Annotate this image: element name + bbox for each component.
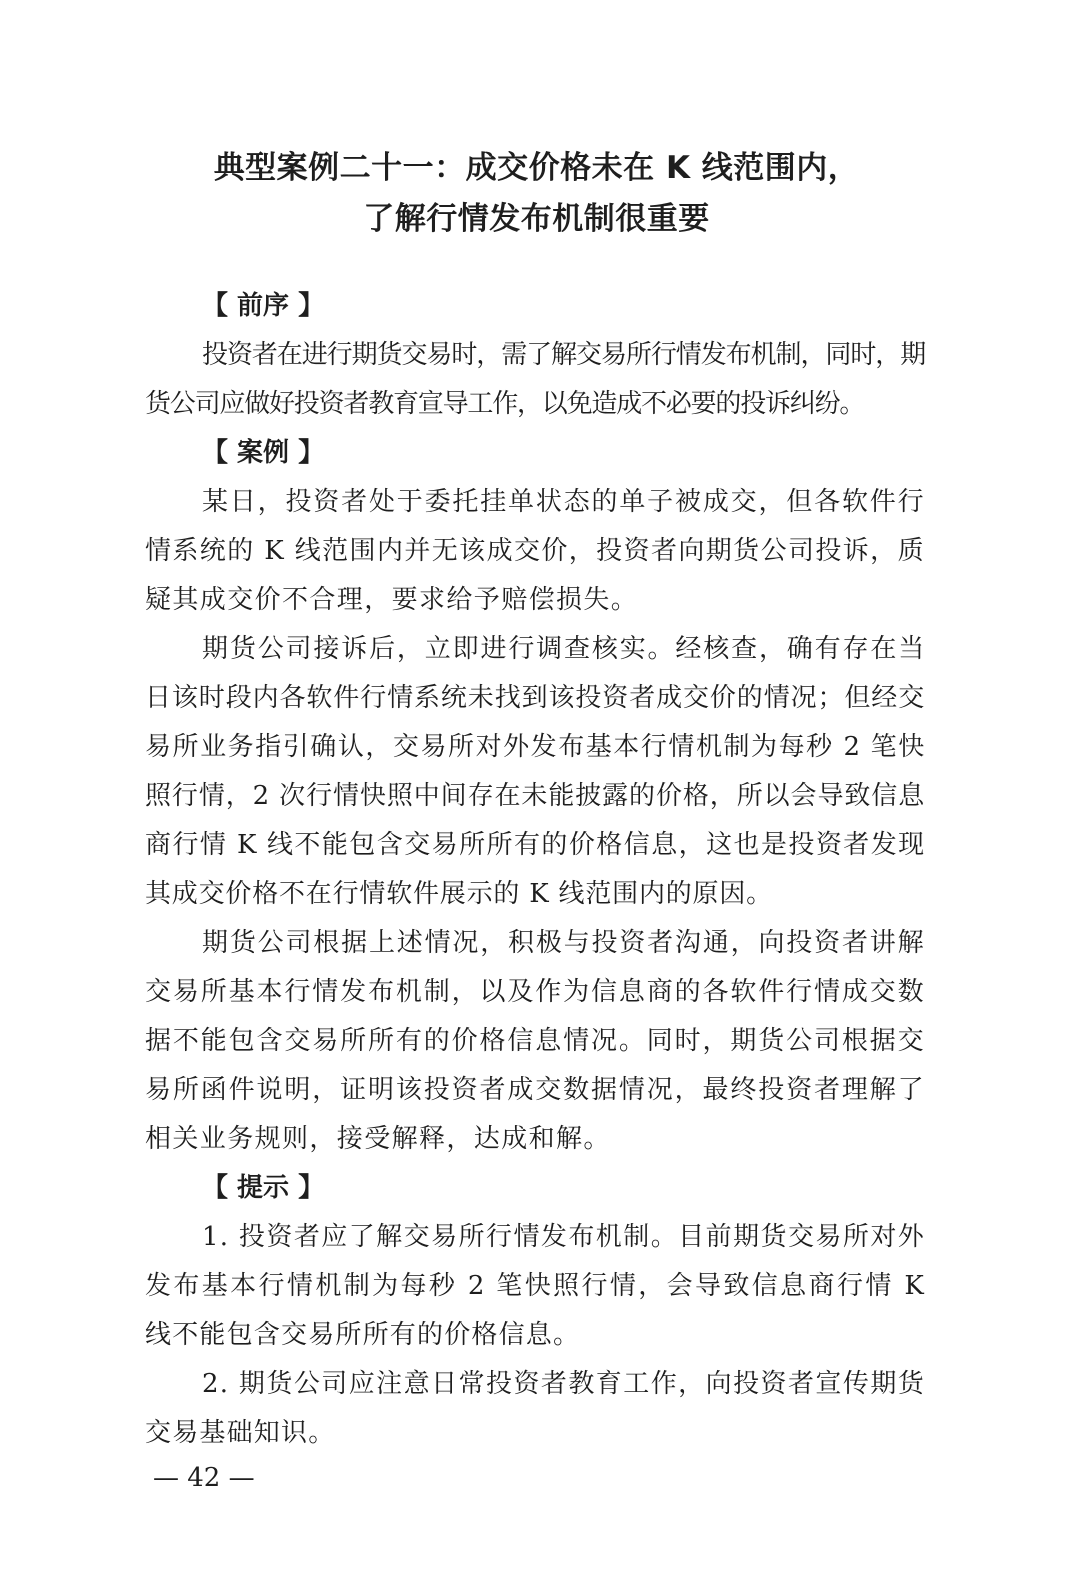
case-paragraph-1: 某日，投资者处于委托挂单状态的单子被成交，但各软件行情系统的 K 线范围内并无该成交价，投资者向期货公司投诉，质疑其成交价不合理，要求给予赔偿损失。: [145, 487, 925, 615]
case-title: [0, 143, 1073, 245]
tips-paragraph-1: 1. 投资者应了解交易所行情发布机制。目前期货交易所对外发布基本行情机制为每秒 2 笔快照行情，会导致信息商行情 K 线不能包含交易所所有的价格信息。: [145, 1222, 925, 1350]
case-paragraph-3: 期货公司根据上述情况，积极与投资者沟通，向投资者讲解交易所基本行情发布机制，以及作为信息商的各软件行情成交数据不能包含交易所所有的价格信息情况。同时，期货公司根据交易所函件说明，证明该投资者成交数据情况，最终投资者理解了相关业务规则，接受解释，达成和解。: [145, 928, 925, 1154]
case-title-line-1: 典型案例二十一：成交价格未在 K 线范围内，: [213, 150, 860, 186]
page-number: — 42 —: [153, 1463, 255, 1493]
section-label-tips: 【 提示 】: [202, 1173, 325, 1203]
case-paragraph-2: 期货公司接诉后，立即进行调查核实。经核查，确有存在当日该时段内各软件行情系统未找到该投资者成交价的情况；但经交易所业务指引确认，交易所对外发布基本行情机制为每秒 2 笔快照行情，2 次行情快照中间存在未能披露的价格，所以会导致信息商行情 K 线不能包含交易所所有的价格信息，这也是投资者发现其成交价格不在行情软件展示的 K 线范围内的原因。: [145, 634, 925, 909]
section-label-case: 【 案例 】: [202, 438, 325, 468]
tips-paragraph-2: 2. 期货公司应注意日常投资者教育工作，向投资者宣传期货交易基础知识。: [145, 1369, 925, 1448]
case-title-line-2: 了解行情发布机制很重要: [363, 201, 710, 237]
section-label-preface: 【 前序 】: [202, 291, 325, 321]
document-body: [145, 282, 925, 1458]
preface-paragraph-1: 投资者在进行期货交易时，需了解交易所行情发布机制，同时，期货公司应做好投资者教育宣导工作，以免造成不必要的投诉纠纷。: [145, 340, 925, 419]
